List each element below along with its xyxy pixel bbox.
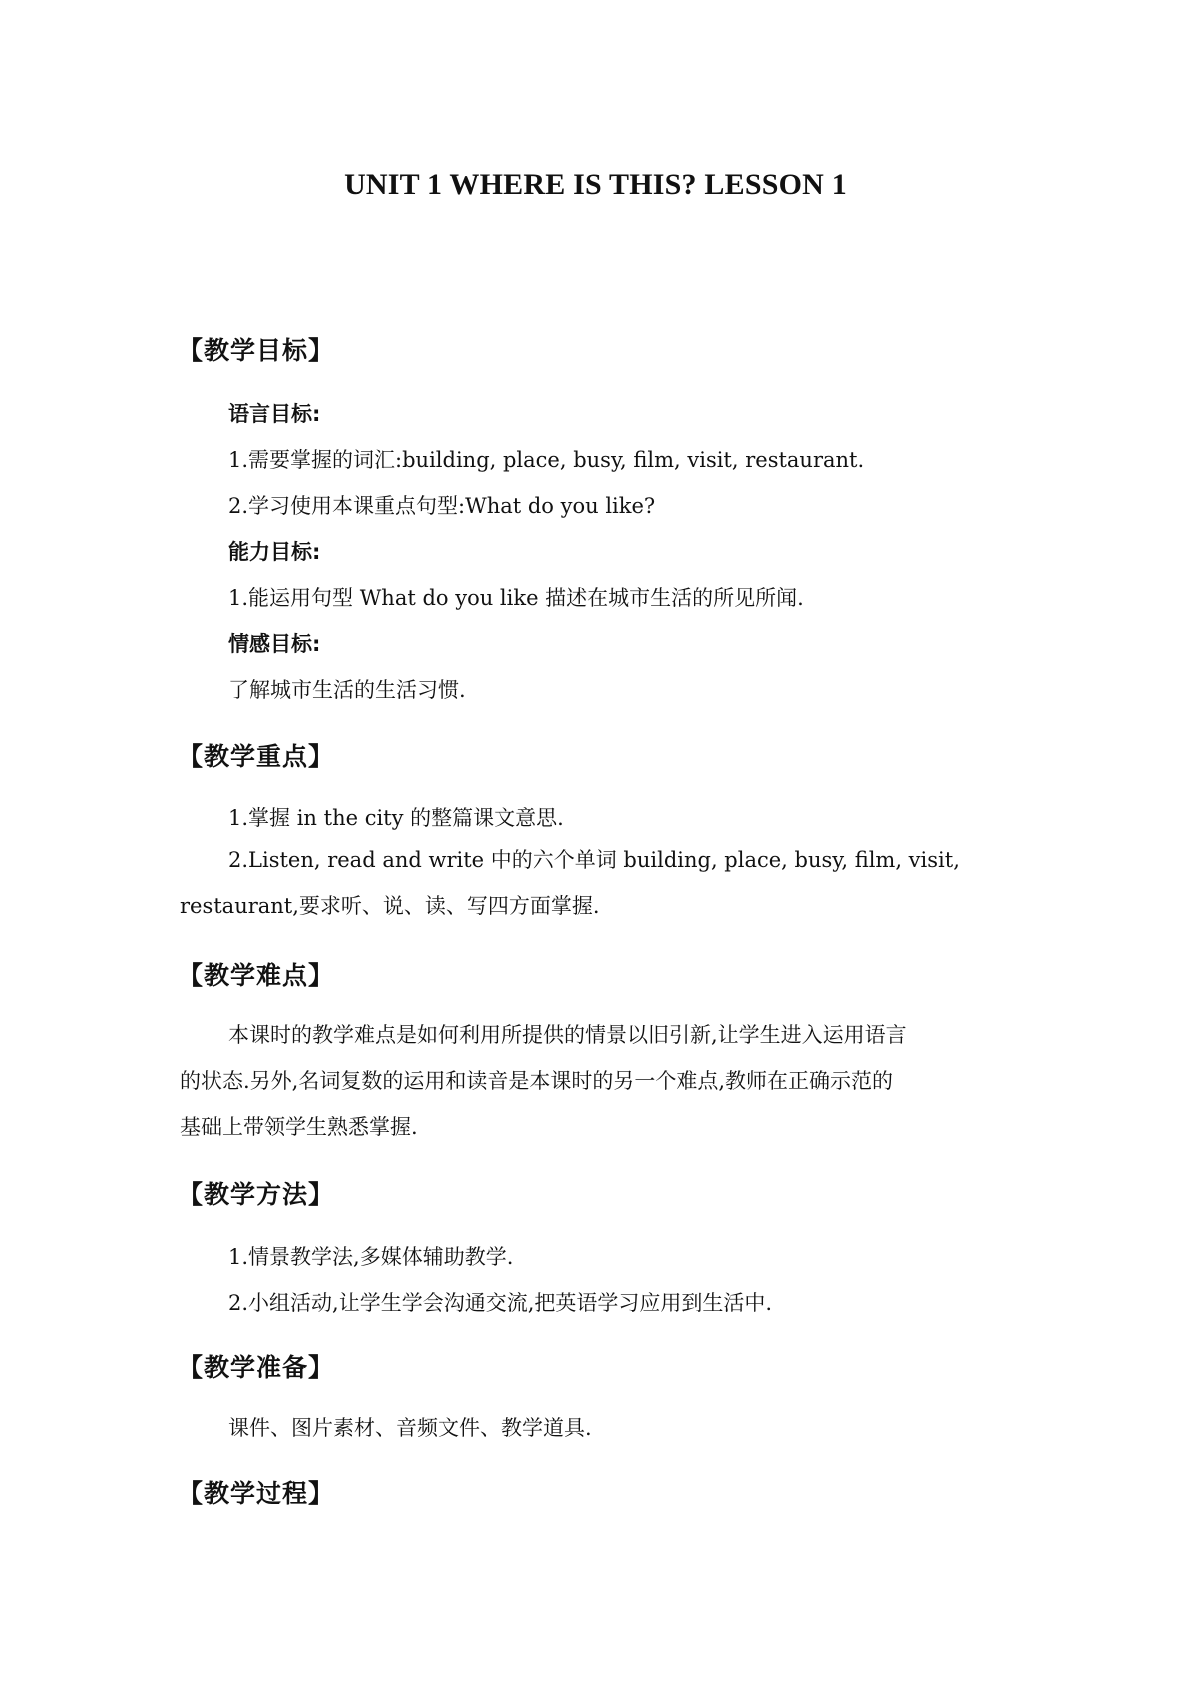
document-title: UNIT 1 WHERE IS THIS? LESSON 1: [344, 168, 847, 201]
section-heading-process: 【教学过程】: [178, 1479, 335, 1508]
method-item: 2.小组活动,让学生学会沟通交流,把英语学习应用到生活中.: [228, 1291, 773, 1315]
language-objectives-label: 语言目标:: [228, 402, 321, 426]
ability-objective-item: 1.能运用句型 What do you like 描述在城市生活的所见所闻.: [228, 586, 804, 610]
key-point-paragraph: [180, 837, 1010, 929]
section-heading-methods: 【教学方法】: [178, 1180, 335, 1209]
section-heading-preparation: 【教学准备】: [178, 1353, 335, 1382]
preparation-text: 课件、图片素材、音频文件、教学道具.: [228, 1416, 592, 1440]
ability-objectives-label: 能力目标:: [228, 540, 321, 564]
difficulties-line: 本课时的教学难点是如何利用所提供的情景以旧引新,让学生进入运用语言: [228, 1023, 907, 1047]
language-objective-item: 2.学习使用本课重点句型:What do you like?: [228, 494, 656, 518]
section-heading-difficulties: 【教学难点】: [178, 961, 335, 990]
section-heading-objectives: 【教学目标】: [178, 336, 335, 365]
difficulties-line: 基础上带领学生熟悉掌握.: [180, 1115, 418, 1139]
method-item: 1.情景教学法,多媒体辅助教学.: [228, 1245, 514, 1269]
key-point-line: restaurant,要求听、说、读、写四方面掌握.: [180, 894, 600, 918]
emotion-objective-item: 了解城市生活的生活习惯.: [228, 678, 466, 702]
key-point-item: 1.掌握 in the city 的整篇课文意思.: [228, 806, 564, 830]
emotion-objectives-label: 情感目标:: [228, 632, 321, 656]
difficulties-paragraph: [180, 1012, 1010, 1150]
section-heading-key-points: 【教学重点】: [178, 742, 335, 771]
key-point-line: 2.Listen, read and write 中的六个单词 building, place, busy, film, visit,: [228, 848, 960, 872]
difficulties-line: 的状态.另外,名词复数的运用和读音是本课时的另一个难点,教师在正确示范的: [180, 1069, 894, 1093]
language-objective-item: 1.需要掌握的词汇:building, place, busy, film, visit, restaurant.: [228, 448, 865, 472]
